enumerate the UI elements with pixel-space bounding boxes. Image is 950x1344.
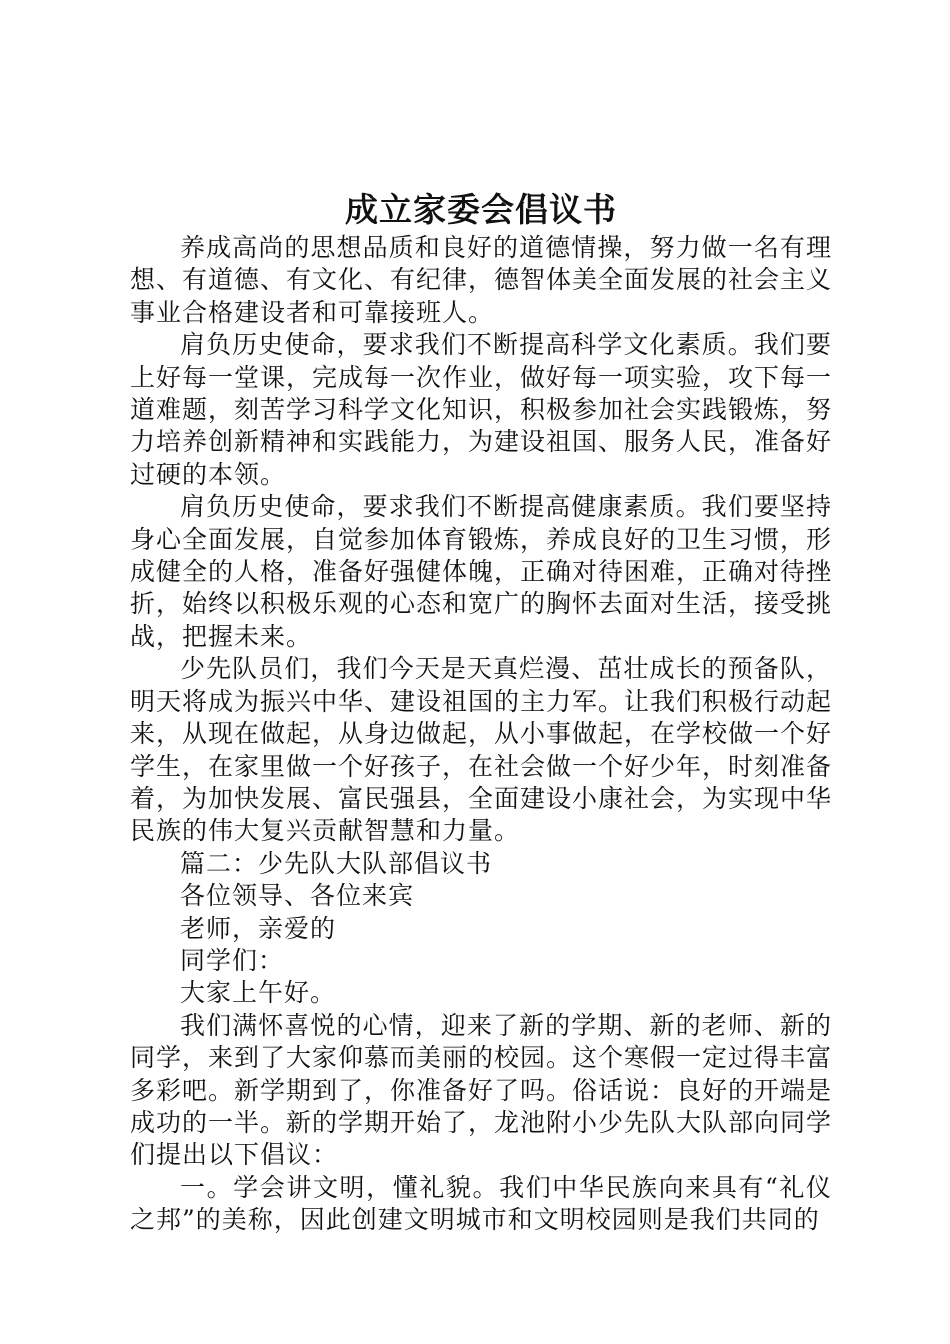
paragraph-2: 肩负历史使命，要求我们不断提高科学文化素质。我们要上好每一堂课，完成每一次作业，做好每一项实验，攻下每一道难题，刻苦学习科学文化知识，积极参加社会实践锻炼，努力培养创新精神和实践能力，为建设祖国、服务人民，准备好过硬的本领。 xyxy=(130,330,833,489)
greeting: 大家上午好。 xyxy=(180,978,337,1008)
paragraph-5: 我们满怀喜悦的心情，迎来了新的学期、新的老师、新的同学，来到了大家仰慕而美丽的校园。这个寒假一定过得丰富多彩吧。新学期到了，你准备好了吗。俗话说：良好的开端是成功的一半。新的学期开始了，龙池附小少先队大队部向同学们提出以下倡议： xyxy=(130,1010,833,1170)
paragraph-4: 少先队员们，我们今天是天真烂漫、茁壮成长的预备队，明天将成为振兴中华、建设祖国的主力军。让我们积极行动起来，从现在做起，从身边做起，从小事做起，在学校做一个好学生，在家里做一个好孩子，在社会做一个好少年，时刻准备着，为加快发展、富民强县，全面建设小康社会，为实现中华民族的伟大复兴贡献智慧和力量。 xyxy=(130,654,833,846)
salutation-line-1: 各位领导、各位来宾 xyxy=(180,881,415,911)
document-page xyxy=(130,188,832,1237)
paragraph-3: 肩负历史使命，要求我们不断提高健康素质。我们要坚持身心全面发展，自觉参加体育锻炼，养成良好的卫生习惯，形成健全的人格，准备好强健体魄，正确对待困难，正确对待挫折，始终以积极乐观的心态和宽广的胸怀去面对生活，接受挑战，把握未来。 xyxy=(130,492,833,651)
salutation-line-3: 同学们： xyxy=(180,945,285,975)
document-title: 成立家委会倡议书 xyxy=(345,190,617,229)
paragraph-6: 一。学会讲文明，懂礼貌。我们中华民族向来具有“礼仪之邦”的美称，因此创建文明城市和文明校园则是我们共同的 xyxy=(130,1172,832,1235)
section-heading: 篇二：少先队大队部倡议书 xyxy=(180,848,493,878)
salutation-line-2: 老师，亲爱的 xyxy=(180,913,337,943)
paragraph-1: 养成高尚的思想品质和良好的道德情操，努力做一名有理想、有道德、有文化、有纪律，德智体美全面发展的社会主义事业合格建设者和可靠接班人。 xyxy=(130,233,833,327)
